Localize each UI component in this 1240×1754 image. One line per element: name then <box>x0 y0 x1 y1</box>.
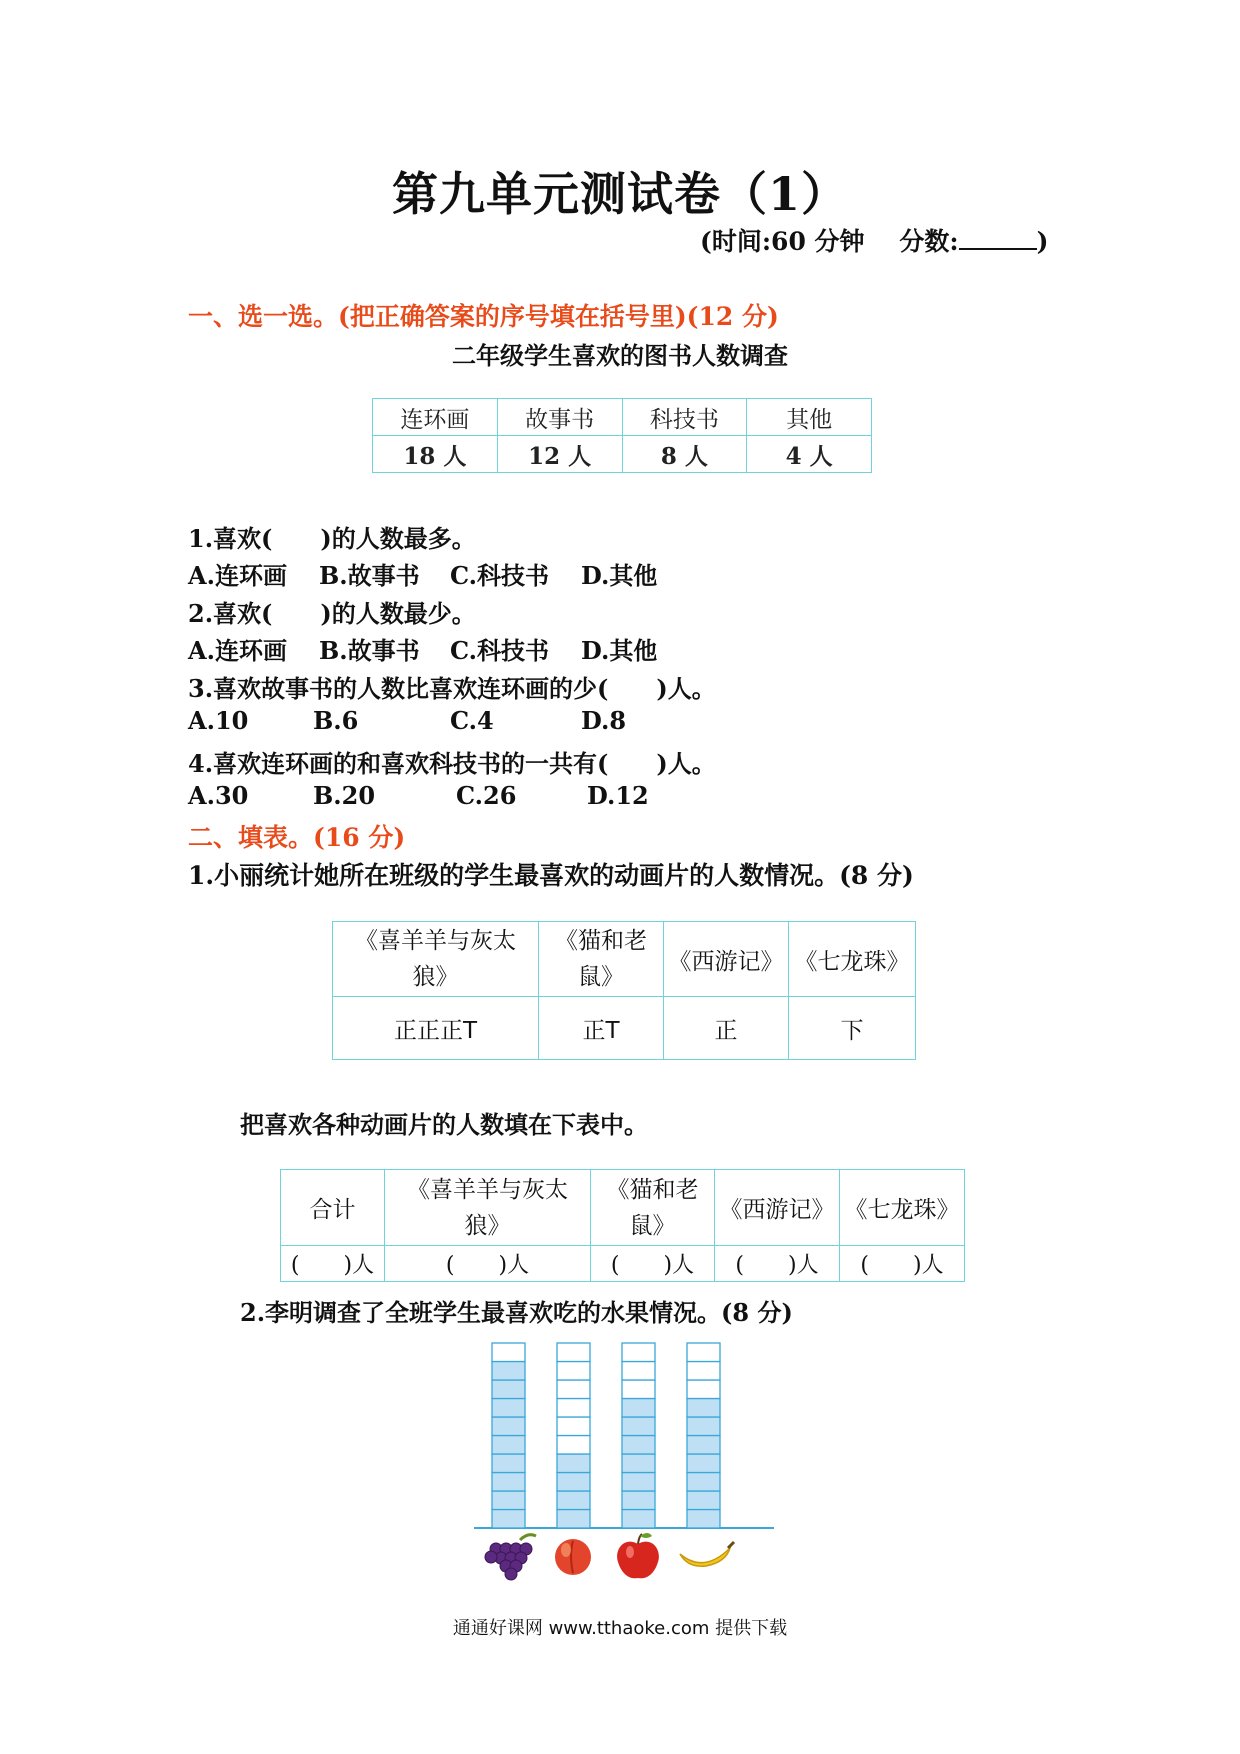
count-header-cell: 《七龙珠》 <box>840 1170 965 1246</box>
option-a: A.30 <box>188 781 249 810</box>
footer-text: 通通好课网 www.tthaoke.com 提供下载 <box>452 1618 788 1639</box>
bar-cell <box>492 1362 525 1381</box>
bar-cell <box>622 1454 655 1473</box>
bar-cell <box>622 1362 655 1381</box>
banana-icon <box>680 1542 734 1566</box>
cartoon-header-cell: 《七龙珠》 <box>789 922 916 997</box>
bar-cell <box>557 1362 590 1381</box>
book-value-cell: 12 人 <box>497 436 622 473</box>
bar-cell <box>687 1454 720 1473</box>
option-c: C.26 <box>456 781 517 810</box>
bar-cell <box>687 1436 720 1455</box>
bar-cell <box>687 1343 720 1362</box>
cartoon-header-cell: 《喜羊羊与灰太狼》 <box>333 922 539 997</box>
bar-cell <box>492 1473 525 1492</box>
question-2-1: 1.小丽统计她所在班级的学生最喜欢的动画片的人数情况。(8 分) <box>188 861 914 890</box>
peach-icon <box>555 1539 591 1575</box>
bar-cell <box>622 1491 655 1510</box>
score-label: 分数: <box>899 227 959 256</box>
option-c: C.4 <box>450 706 494 735</box>
grapes-icon <box>485 1535 536 1580</box>
time-label: (时间:60 分钟 <box>700 227 865 256</box>
bar-cell <box>622 1380 655 1399</box>
book-value-cell: 18 人 <box>373 436 498 473</box>
bar-cell <box>557 1343 590 1362</box>
bar-cell <box>687 1473 720 1492</box>
bar-cell <box>492 1491 525 1510</box>
question-3: 3.喜欢故事书的人数比喜欢连环画的少( )人。 <box>188 674 716 703</box>
tally-cell: 正T <box>539 997 664 1060</box>
bar-cell <box>687 1362 720 1381</box>
count-header-cell: 《西游记》 <box>715 1170 840 1246</box>
bar-cell <box>687 1380 720 1399</box>
bar-cell <box>622 1343 655 1362</box>
bar-cell <box>492 1436 525 1455</box>
book-header-cell: 其他 <box>747 399 872 436</box>
count-header-cell: 合计 <box>281 1170 385 1246</box>
fruit-icons <box>485 1533 734 1580</box>
bar-cell <box>492 1343 525 1362</box>
bar-cell <box>492 1454 525 1473</box>
count-header-cell: 《喜羊羊与灰太狼》 <box>385 1170 591 1246</box>
bar-cell <box>557 1473 590 1492</box>
book-header-cell: 科技书 <box>622 399 747 436</box>
option-d: D.8 <box>581 706 627 735</box>
cartoon-header-cell: 《猫和老鼠》 <box>539 922 664 997</box>
bar-3 <box>622 1343 655 1528</box>
option-d: D.12 <box>587 781 649 810</box>
bar-cell <box>687 1491 720 1510</box>
bar-cell <box>492 1417 525 1436</box>
bar-cell <box>492 1399 525 1418</box>
count-blank-cell: ( )人 <box>715 1246 840 1282</box>
bar-cell <box>557 1436 590 1455</box>
option-b: B.6 <box>313 706 359 735</box>
book-header-cell: 故事书 <box>497 399 622 436</box>
cartoon-header-cell: 《西游记》 <box>664 922 789 997</box>
book-header-cell: 连环画 <box>373 399 498 436</box>
bar-cell <box>557 1417 590 1436</box>
option-b: B.20 <box>313 781 376 810</box>
option-c: C.科技书 <box>450 561 550 590</box>
bar-cell <box>687 1399 720 1418</box>
count-blank-cell: ( )人 <box>840 1246 965 1282</box>
bar-cell <box>687 1510 720 1529</box>
bar-cell <box>492 1510 525 1529</box>
count-blank-cell: ( )人 <box>385 1246 591 1282</box>
section2-heading: 二、填表。(16 分) <box>188 823 406 852</box>
bar-cell <box>622 1510 655 1529</box>
count-blank-cell: ( )人 <box>591 1246 715 1282</box>
book-value-cell: 4 人 <box>747 436 872 473</box>
page-title: 第九单元测试卷（1） <box>391 167 848 221</box>
tally-cell: 正正正T <box>333 997 539 1060</box>
option-a: A.连环画 <box>188 636 287 665</box>
bar-4 <box>687 1343 720 1528</box>
bar-cell <box>557 1510 590 1529</box>
bar-cell <box>557 1380 590 1399</box>
tally-cell: 正 <box>664 997 789 1060</box>
option-b: B.故事书 <box>319 636 420 665</box>
count-header-cell: 《猫和老鼠》 <box>591 1170 715 1246</box>
bar-cell <box>622 1436 655 1455</box>
bar-1 <box>492 1343 525 1528</box>
book-value-cell: 8 人 <box>622 436 747 473</box>
option-b: B.故事书 <box>319 561 420 590</box>
bar-cell <box>492 1380 525 1399</box>
option-c: C.科技书 <box>450 636 550 665</box>
bar-cell <box>557 1399 590 1418</box>
option-a: A.连环画 <box>188 561 287 590</box>
bar-cell <box>622 1399 655 1418</box>
question-2: 2.喜欢( )的人数最少。 <box>188 599 476 628</box>
tally-cell: 下 <box>789 997 916 1060</box>
count-blank-cell: ( )人 <box>281 1246 385 1282</box>
bar-cell <box>557 1491 590 1510</box>
apple-icon <box>617 1533 659 1578</box>
bar-2 <box>557 1343 590 1528</box>
bar-cell <box>622 1473 655 1492</box>
question-2-2: 2.李明调查了全班学生最喜欢吃的水果情况。(8 分) <box>240 1298 793 1327</box>
book-survey-title: 二年级学生喜欢的图书人数调查 <box>452 341 788 370</box>
option-d: D.其他 <box>581 561 658 590</box>
bar-cell <box>557 1454 590 1473</box>
bar-cell <box>622 1417 655 1436</box>
table-instruction: 把喜欢各种动画片的人数填在下表中。 <box>240 1110 648 1139</box>
question-1: 1.喜欢( )的人数最多。 <box>188 524 476 553</box>
option-a: A.10 <box>188 706 249 735</box>
question-4: 4.喜欢连环画的和喜欢科技书的一共有( )人。 <box>188 749 716 778</box>
bar-cell <box>687 1417 720 1436</box>
option-d: D.其他 <box>581 636 658 665</box>
section1-heading: 一、选一选。(把正确答案的序号填在括号里)(12 分) <box>188 302 779 331</box>
score-close: ) <box>1036 227 1049 256</box>
